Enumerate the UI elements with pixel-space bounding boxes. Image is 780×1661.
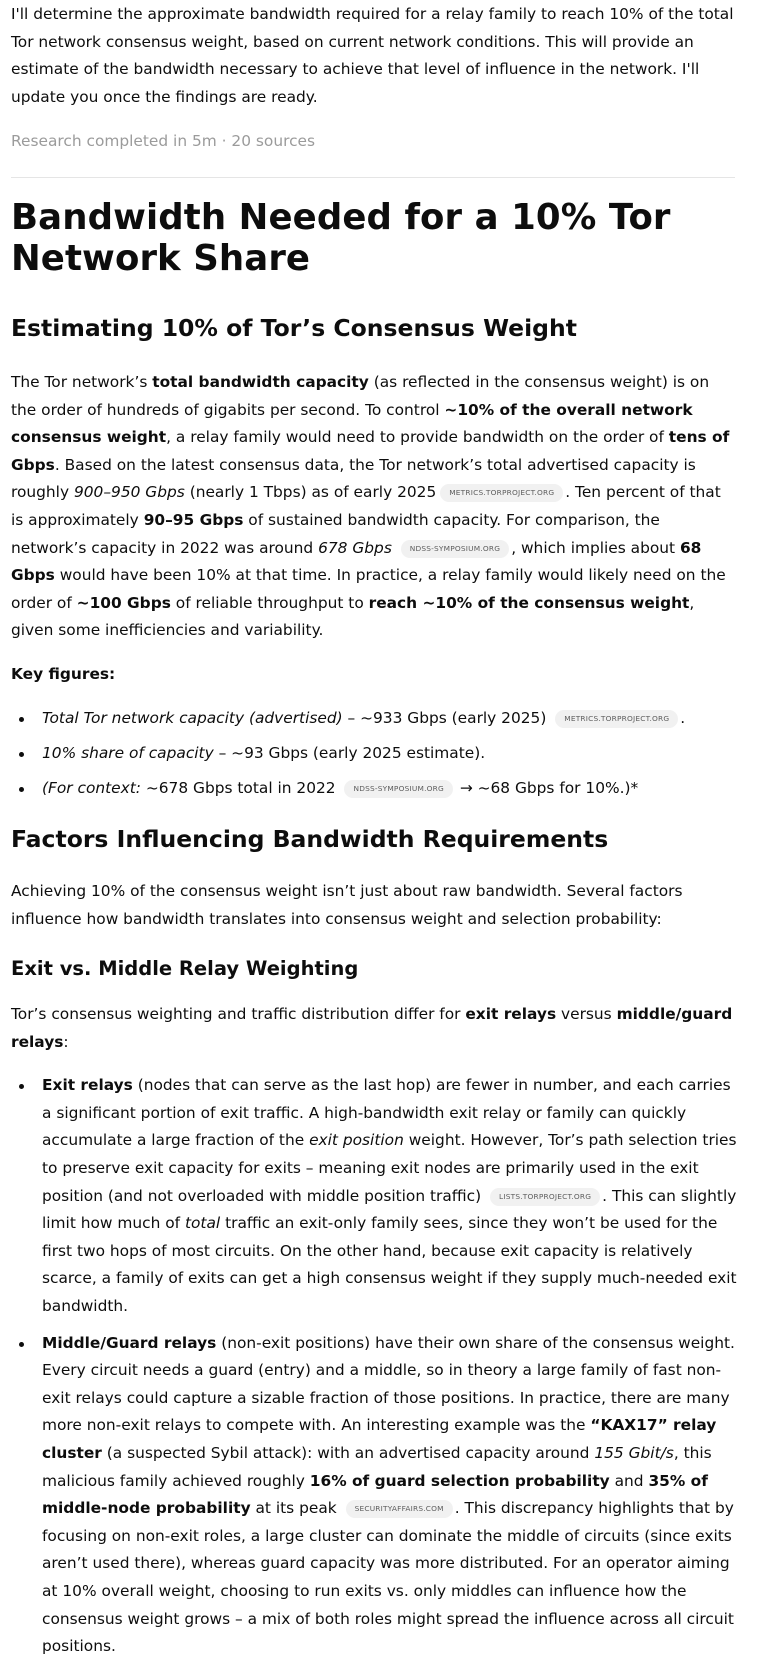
section-heading-estimating: Estimating 10% of Tor’s Consensus Weight: [11, 314, 577, 342]
list-item: 10% share of capacity – ~93 Gbps (early 2025 estimate).: [11, 740, 737, 768]
weighting-paragraph: Tor’s consensus weighting and traffic distribution differ for exit relays versus middle/guard relays:: [11, 1005, 733, 1051]
relay-type-list: [11, 1072, 737, 1660]
intro-paragraph: I'll determine the approximate bandwidth required for a relay family to reach 10% of the total Tor network consensus weight, based on current network conditions. This will provide an estimate of the bandwidth necessary to achieve that level of influence in the network. I'll update you once the findings are ready.: [11, 5, 734, 106]
citation-chip[interactable]: NDSS-SYMPOSIUM.ORG: [344, 780, 452, 798]
estimate-paragraph: The Tor network’s total bandwidth capacity (as reflected in the consensus weight) is on the order of hundreds of gigabits per second. To control ~10% of the overall network consensus weight, a relay family would need to provide bandwidth on the order of tens of Gbps. Based on the latest consensus data, the Tor network’s total advertised capacity is roughly 900–950 Gbps (nearly 1 Tbps) as of early 2025 METRICS.TORPROJECT.ORG . Ten percent of that is approximately 90–95 Gbps of sustained bandwidth capacity. For comparison, the network’s capacity in 2022 was around 678 Gbps NDSS-SYMPOSIUM.ORG , which implies about 68 Gbps would have been 10% at that time. In practice, a relay family would likely need on the order of ~100 Gbps of reliable throughput to reach ~10% of the consensus weight, given some inefficiencies and variability.: [11, 373, 730, 640]
list-item: (For context: ~678 Gbps total in 2022 NDSS-SYMPOSIUM.ORG → ~68 Gbps for 10%.)*: [11, 775, 737, 803]
list-item: Total Tor network capacity (advertised) – ~933 Gbps (early 2025) METRICS.TORPROJECT.ORG .: [11, 705, 737, 733]
citation-chip[interactable]: METRICS.TORPROJECT.ORG: [555, 710, 678, 728]
list-item: Middle/Guard relays (non-exit positions) have their own share of the consensus weight. Every circuit needs a guard (entry) and a middle, so in theory a large family of fast non-exit relays could capture a sizable fraction of those positions. In practice, there are many more non-exit relays to compete with. An interesting example was the “KAX17” relay cluster (a suspected Sybil attack): with an advertised capacity around 155 Gbit/s, this malicious family achieved roughly 16% of guard selection probability and 35% of middle-node probability at its peak SECURITYAFFAIRS.COM . This discrepancy highlights that by focusing on non-exit roles, a large cluster can dominate the middle of circuits (since exits aren’t used there), whereas guard capacity was more distributed. For an operator aiming at 10% overall weight, choosing to run exits vs. only middles can influence how the consensus weight grows – a mix of both roles might spread the influence across all circuit positions.: [11, 1330, 737, 1661]
section-heading-exit-vs-middle: Exit vs. Middle Relay Weighting: [11, 957, 359, 981]
report-title: Bandwidth Needed for a 10% Tor Network Share: [11, 197, 671, 279]
citation-chip[interactable]: SECURITYAFFAIRS.COM: [346, 1500, 453, 1518]
citation-chip[interactable]: LISTS.TORPROJECT.ORG: [490, 1188, 600, 1206]
key-figures-list: [11, 705, 737, 803]
key-figures-label: Key figures:: [11, 664, 116, 683]
divider: [11, 177, 735, 178]
list-item: Exit relays (nodes that can serve as the last hop) are fewer in number, and each carries a significant portion of exit traffic. A high-bandwidth exit relay or family can quickly accumulate a large fraction of the exit position weight. However, Tor’s path selection tries to preserve exit capacity for exits – meaning exit nodes are primarily used in the exit position (and not overloaded with middle position traffic) LISTS.TORPROJECT.ORG . This can slightly limit how much of total traffic an exit-only family sees, since they won’t be used for the first two hops of most circuits. On the other hand, because exit capacity is relatively scarce, a family of exits can get a high consensus weight if they supply much-needed exit bandwidth.: [11, 1072, 737, 1320]
research-status[interactable]: Research completed in 5m · 20 sources: [11, 132, 316, 150]
factors-paragraph: Achieving 10% of the consensus weight isn’t just about raw bandwidth. Several factors influence how bandwidth translates into consensus weight and selection probability:: [11, 881, 683, 928]
citation-chip[interactable]: METRICS.TORPROJECT.ORG: [440, 484, 563, 502]
section-heading-factors: Factors Influencing Bandwidth Requirements: [11, 824, 609, 853]
citation-chip[interactable]: NDSS-SYMPOSIUM.ORG: [401, 540, 509, 558]
